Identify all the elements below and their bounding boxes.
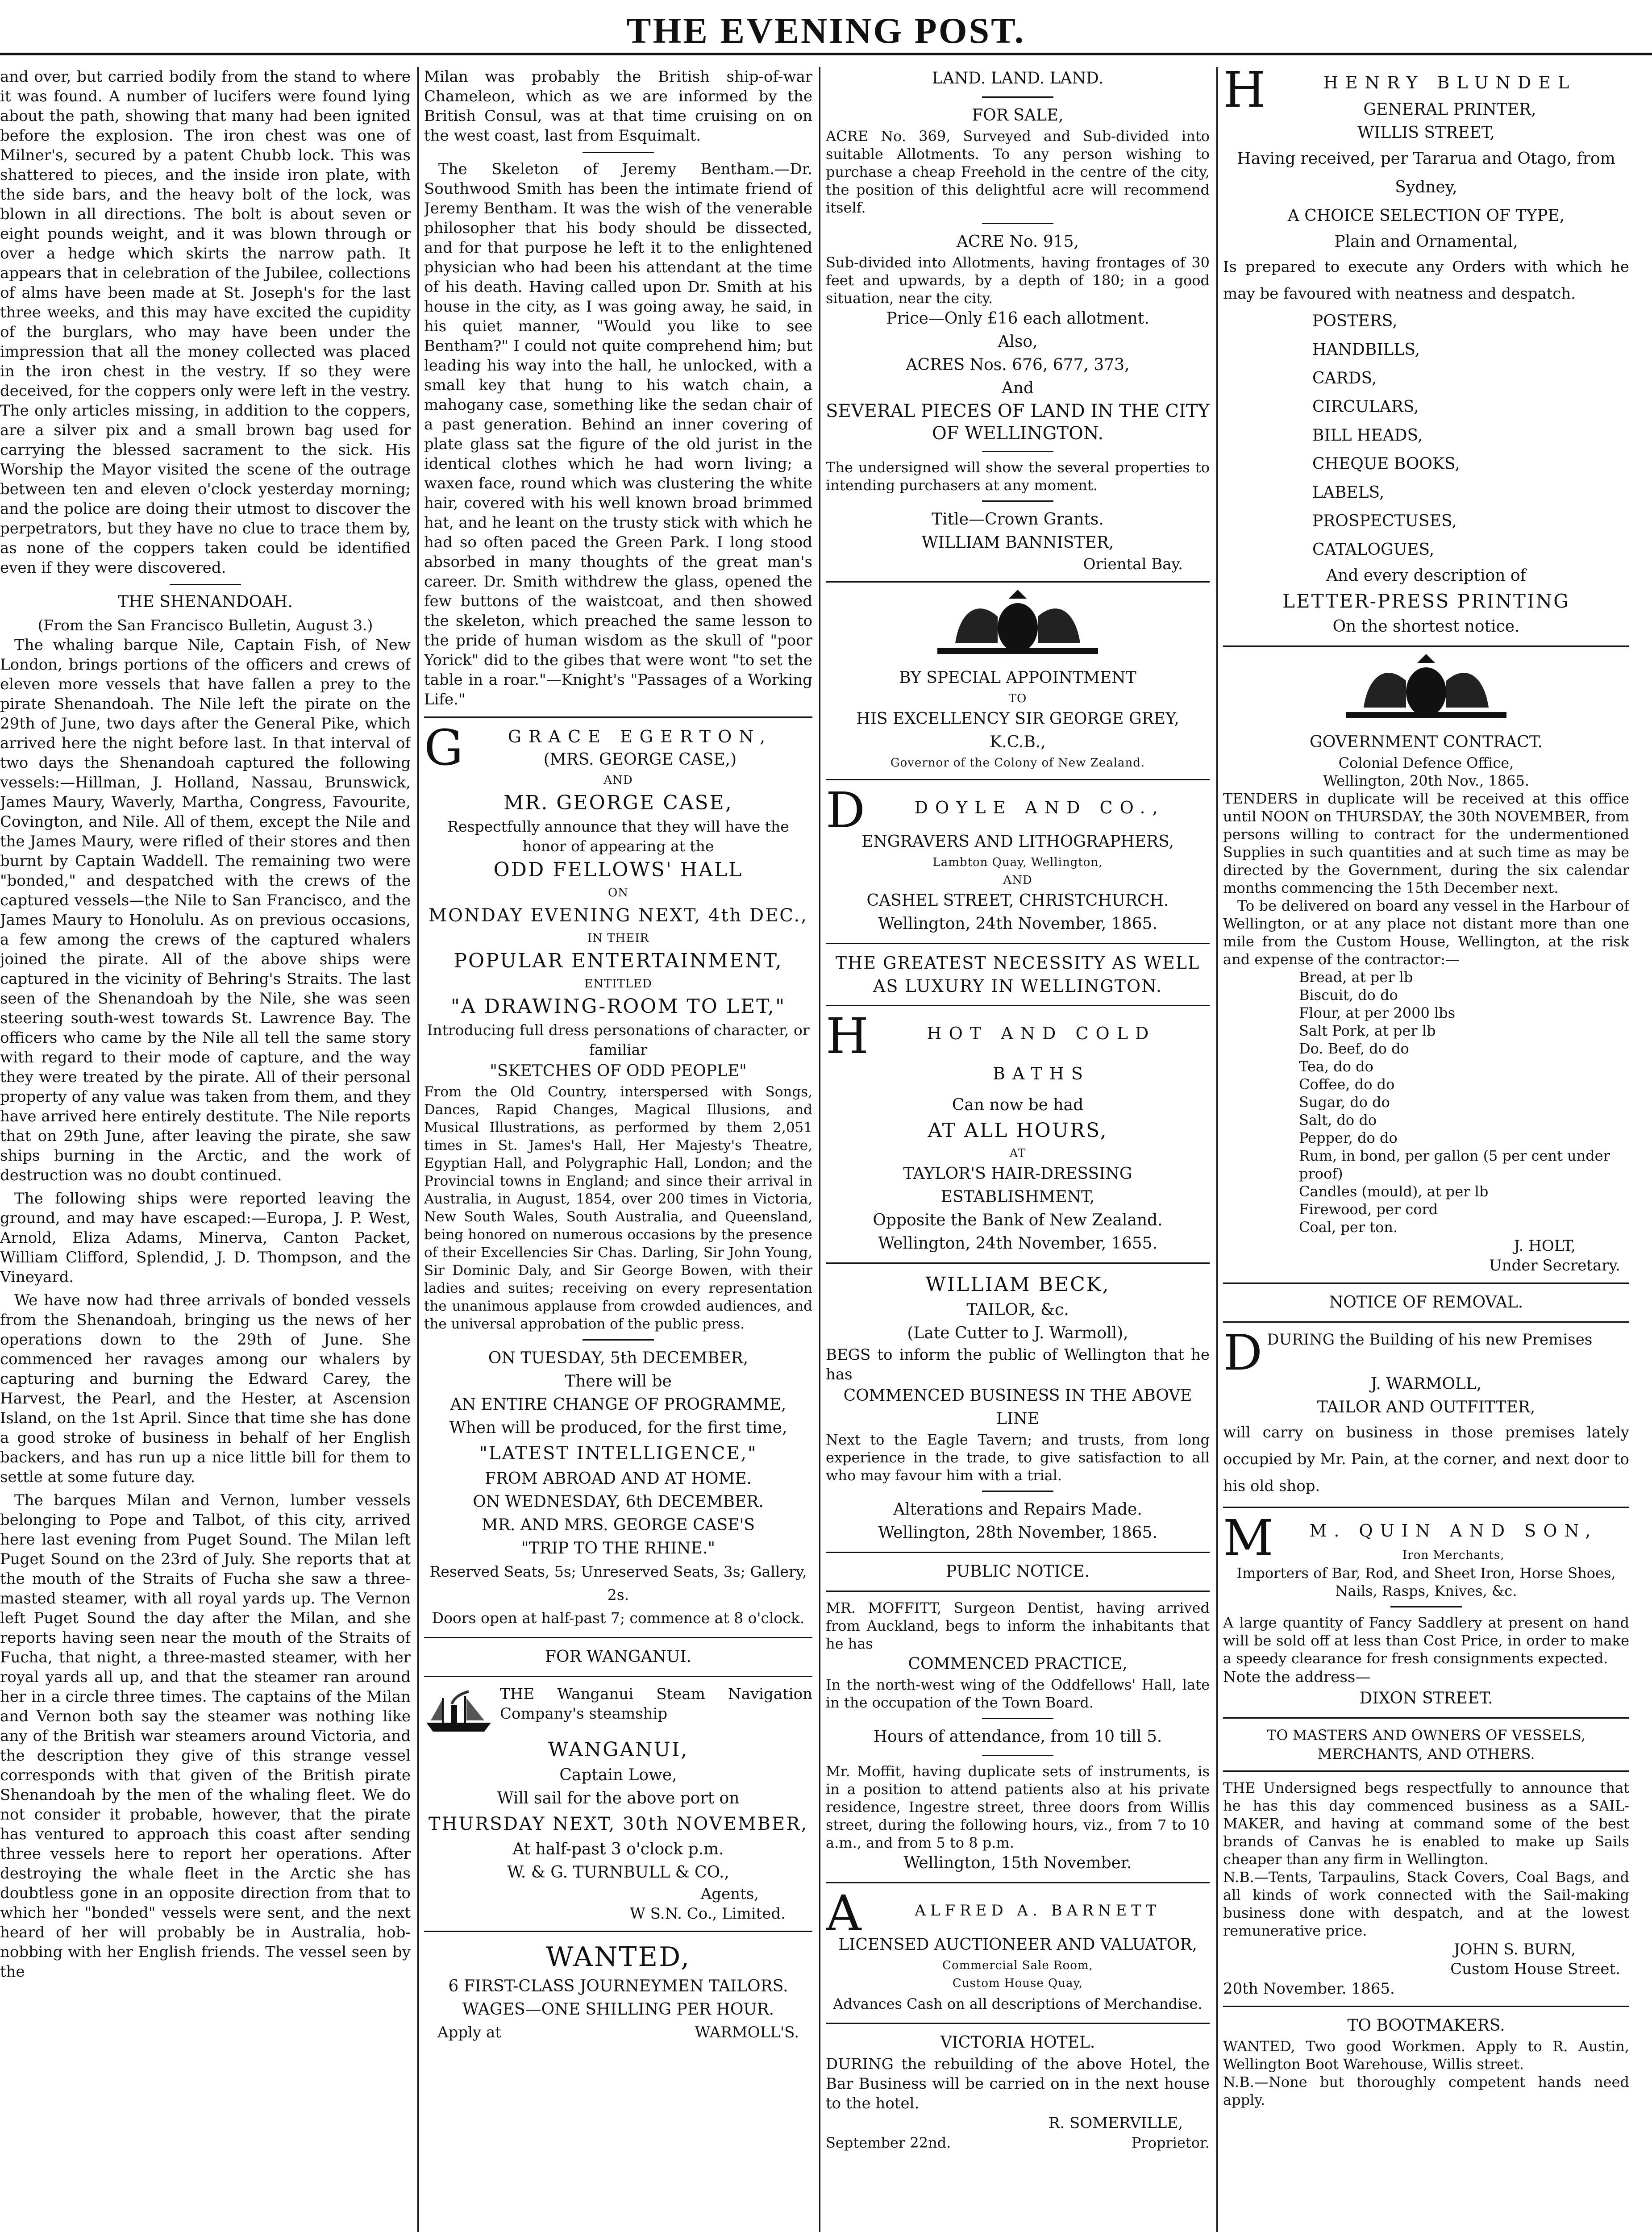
ad-text: AND	[603, 774, 633, 787]
ad-body: Next to the Eagle Tavern; and trusts, from long experience in the trade, to give satisfaction to all who may favour him with a trial.	[826, 1431, 1210, 1484]
list-item: Bread, at per lb	[1299, 969, 1413, 986]
ad-heading: WANTED,	[545, 1941, 691, 1973]
ad-text: MR. AND MRS. GEORGE CASE'S	[481, 1516, 755, 1534]
list-item: PROSPECTUSES,	[1312, 512, 1457, 530]
column-1	[0, 67, 411, 2232]
ad-text: LICENSED AUCTIONEER AND VALUATOR,	[838, 1936, 1197, 1954]
ad-text: Also,	[998, 333, 1038, 351]
ad-body: MR. MOFFITT, Surgeon Dentist, having arrived from Auckland, begs to inform the inhabitants that he has	[826, 1599, 1210, 1652]
royal-coat-of-arms-icon	[1328, 654, 1524, 725]
column-divider	[417, 67, 419, 2232]
ad-body: From the Old Country, interspersed with Songs, Dances, Rapid Changes, Magical Illusions, and Musical Illustrations, as performed by them 2,051 times in St. James's Hall, Her Majesty's Theatre, Egyptian Hall, and Polygraphic Hall, London; and the Provincial towns in England; and since their arrival in Australia, in August, 1854, over 200 times in Victoria, New South Wales, South Australia, and Queensland, being honored on numerous occasions by the presence of their Excellencies Sir Chas. Darling, Sir John Young, Sir Dominic Daly, and Sir George Bowen, with their ladies and suites; receiving on every representation the unanimous applause from crowded audiences, and the universal approbation of the public press.	[424, 1084, 812, 1332]
list-item: LABELS,	[1312, 483, 1385, 502]
list-item: CIRCULARS,	[1312, 398, 1419, 416]
drop-cap: D	[826, 787, 866, 830]
ad-text: And every description of	[1326, 566, 1526, 585]
ad-title: HOT AND COLD BATHS	[927, 1024, 1156, 1083]
ad-text: AT ALL HOURS,	[928, 1119, 1108, 1142]
ad-body: A large quantity of Fancy Saddlery at present on hand will be sold off at less than Cost Price, in order to make a speedy clearance for fresh consignments expected.	[1223, 1614, 1629, 1667]
advertisement-contract	[1223, 654, 1629, 1275]
ad-heading: TO BOOTMAKERS.	[1347, 2016, 1505, 2035]
ad-name: R. SOMERVILLE,	[1048, 2114, 1183, 2132]
ad-text: ENTITLED	[584, 977, 652, 991]
ad-text: ON	[608, 886, 629, 899]
list-item: Pepper, do do	[1299, 1129, 1398, 1146]
list-item: Salt Pork, at per lb	[1299, 1022, 1436, 1039]
ad-agents: W. & G. TURNBULL & CO.,	[507, 1863, 729, 1882]
ad-text: 6 FIRST-CLASS JOURNEYMEN TAILORS.	[448, 1977, 788, 1995]
drop-cap: H	[826, 1013, 869, 1065]
ad-text: WARMOLL'S.	[695, 2024, 799, 2041]
ad-date: 20th November. 1865.	[1223, 1980, 1395, 1998]
divider	[1223, 2006, 1629, 2007]
ad-text: AND	[1003, 874, 1032, 887]
ad-heading: PUBLIC NOTICE.	[945, 1562, 1090, 1581]
ad-text: COMMENCED PRACTICE,	[908, 1655, 1128, 1673]
ad-text: AT	[1009, 1147, 1026, 1160]
ad-text: BY SPECIAL APPOINTMENT	[899, 669, 1136, 687]
ad-text: TAILOR, &c.	[966, 1301, 1069, 1319]
advertisement-hotel	[826, 2031, 1210, 2153]
ad-text: Plain and Ornamental,	[1334, 233, 1518, 251]
article-paragraph: We have now had three arrivals of bonded vessels from the Shenandoah, bringing us the news of her operations down to the 29th of June. She commenced her ravages among our whalers by capturing and burning the Edward Carey, the Harvest, the Pearl, and the Hester, at Ascension Island, on the 1st April. Since that time she has done a good stroke of business in behalf of her English backers, and has run up a nice little bill for them to settle at some future day.	[0, 1291, 411, 1486]
column-divider	[819, 67, 820, 2232]
ad-text: A CHOICE SELECTION OF TYPE,	[1287, 207, 1565, 225]
ad-date: Wellington, 24th November, 1865.	[878, 915, 1157, 933]
ad-heading: LAND. LAND. LAND.	[932, 69, 1104, 87]
divider	[424, 1676, 812, 1677]
ad-text: FROM ABROAD AND AT HOME.	[484, 1470, 752, 1488]
ad-body: Mr. Moffit, having duplicate sets of instruments, is in a position to attend patients also at his private residence, Ingestre street, three doors from Willis street, during the following hours, viz., from 7 to 10 a.m., and from 5 to 8 p.m.	[826, 1763, 1210, 1851]
ad-text: (Late Cutter to J. Warmoll),	[907, 1324, 1128, 1342]
divider	[982, 1718, 1053, 1719]
advertisement-beck	[826, 1271, 1210, 1545]
advertisement-quin	[1223, 1515, 1629, 1710]
ad-show-title: "TRIP TO THE RHINE."	[521, 1539, 716, 1557]
ad-text: ACRE No. 915,	[957, 233, 1079, 251]
list-item: Coal, per ton.	[1299, 1219, 1398, 1236]
ad-prices: Reserved Seats, 5s; Unreserved Seats, 3s; Gallery, 2s.	[429, 1563, 807, 1603]
ad-heading: VICTORIA HOTEL.	[940, 2033, 1095, 2052]
list-item: Tea, do do	[1299, 1058, 1373, 1075]
divider	[424, 716, 812, 718]
ad-body: DURING the Building of his new Premises	[1267, 1331, 1593, 1349]
list-item: CARDS,	[1312, 369, 1377, 387]
steamship-icon	[424, 1687, 495, 1736]
ad-body: Is prepared to execute any Orders with which he may be favoured with neatness and despatch.	[1223, 258, 1629, 303]
divider	[1390, 1606, 1462, 1607]
supplies-list	[1223, 968, 1629, 1236]
ad-price: Price—Only £16 each allotment.	[886, 309, 1149, 328]
ad-body: The undersigned will show the several properties to intending purchasers at any moment.	[826, 459, 1210, 494]
ad-date: Wellington, 24th November, 1655.	[878, 1234, 1157, 1253]
ad-text: IN THEIR	[587, 932, 649, 945]
divider	[1223, 1283, 1629, 1284]
ad-text: ENGRAVERS AND LITHOGRAPHERS,	[861, 833, 1174, 851]
ad-text: Respectfully announce that they will have the honor of appearing at the	[447, 818, 789, 855]
ad-body: Sub-divided into Allotments, having frontages of 30 feet and upwards, by a depth of 180; in a good situation, near the city.	[826, 254, 1210, 307]
divider	[826, 1591, 1210, 1592]
article-source: (From the San Francisco Bulletin, August 3.)	[37, 616, 373, 634]
divider	[982, 500, 1053, 502]
ad-text: Governor of the Colony of New Zealand.	[890, 756, 1145, 770]
service-list	[1223, 307, 1629, 564]
ad-text: Under Secretary.	[1489, 1257, 1620, 1274]
ad-name: ALFRED A. BARNETT	[915, 1902, 1161, 1920]
article-paragraph: The barques Milan and Vernon, lumber vessels belonging to Pope and Talbot, of this city, arrived here last evening from Puget Sound. The Milan left Puget Sound on the 23rd of July. She reports that at the mouth of the Straits of Fucha she saw a three-masted steamer, with all royal yards up. The Vernon left Puget Sound the day after the Milan, and she reports having seen near the mouth of the Straits of Fucha, that night, a three-masted steamer, with her royal yards all up, and that the steamer ran around her in a circle three times. The captains of the Milan and Vernon both say the steamer was nothing like any of the British war steamers around Victoria, and the description they give of this strange vessel corresponds with that given of the British pirate Shenandoah by the men of the whaling fleet. We do not consider it probable, however, that the pirate has ventured to approach this coast after sending three vessels here to report her operations. After destroying the whale fleet in the Arctic she has doubtless gone in an opposite direction from that to which her "bonded" vessels were sent, and the next heard of her will probably be in Australia, hob-nobbing with her English friends. The vessel seen by the	[0, 1491, 411, 1981]
ad-text: Can now be had	[952, 1096, 1084, 1114]
divider	[424, 1931, 812, 1932]
column-4	[1223, 67, 1629, 2232]
ad-text: There will be	[565, 1372, 672, 1391]
ad-text: Captain Lowe,	[559, 1766, 677, 1784]
divider	[826, 1552, 1210, 1553]
ad-body: ACRE No. 369, Surveyed and Sub-divided into suitable Allotments. To any person wishing to purchase a cheap Freehold in the centre of the city, the position of this delightful acre will recommend itself.	[826, 128, 1210, 216]
ad-text: Note the address—	[1223, 1668, 1371, 1686]
divider	[1223, 1717, 1629, 1719]
divider	[583, 152, 654, 153]
ad-name: WILLIAM BANNISTER,	[921, 533, 1114, 552]
ad-name: WILLIAM BECK,	[925, 1273, 1110, 1296]
advertisement-burn	[1223, 1726, 1629, 1999]
ad-venue: ODD FELLOWS' HALL	[493, 858, 743, 881]
ad-text: COMMENCED BUSINESS IN THE ABOVE LINE	[843, 1387, 1192, 1428]
ad-name: GRACE EGERTON,	[508, 727, 773, 746]
divider	[1223, 645, 1629, 647]
list-item: Coffee, do do	[1299, 1076, 1395, 1093]
list-item: HANDBILLS,	[1312, 341, 1420, 359]
drop-cap: D	[1223, 1330, 1263, 1373]
list-item: Biscuit, do do	[1299, 987, 1398, 1004]
ad-title: LETTER-PRESS PRINTING	[1282, 590, 1570, 612]
divider	[583, 1339, 654, 1341]
ad-text: Iron Merchants,	[1402, 1549, 1505, 1562]
ad-text: CASHEL STREET, CHRISTCHURCH.	[866, 891, 1169, 910]
ad-name: MR. GEORGE CASE,	[504, 791, 733, 814]
ad-heading: FOR WANGANUI.	[545, 1648, 691, 1666]
drop-cap: A	[826, 1891, 861, 1933]
ad-body: THE Undersigned begs respectfully to announce that he has this day commenced business as a SAIL-MAKER, and having at command some of the best brands of Canvas he is enabled to make up Sails cheaper than any firm in Wellington.	[1223, 1779, 1629, 1868]
ad-text: Agents,	[700, 1885, 759, 1903]
ad-text: TO	[1008, 692, 1027, 705]
ad-text: And	[1001, 379, 1034, 397]
ad-address: DIXON STREET.	[1359, 1689, 1493, 1707]
ad-date: Wellington, 28th November, 1865.	[878, 1524, 1157, 1542]
ad-body: BEGS to inform the public of Wellington that he has	[826, 1346, 1210, 1383]
ship-name: WANGANUI,	[548, 1738, 689, 1761]
divider	[1223, 1770, 1629, 1772]
ad-show-title: "A DRAWING-ROOM TO LET,"	[450, 995, 786, 1018]
ad-text: Will sail for the above port on	[497, 1789, 740, 1807]
divider	[1223, 1321, 1629, 1323]
ad-name: M. QUIN AND SON,	[1309, 1521, 1598, 1541]
divider	[982, 223, 1053, 224]
divider	[826, 581, 1210, 583]
ad-text: WILLIS STREET,	[1357, 124, 1495, 142]
divider	[826, 2023, 1210, 2024]
advertisement-barnett	[826, 1891, 1210, 2015]
list-item: Salt, do do	[1299, 1112, 1377, 1128]
ad-text: Colonial Defence Office,	[1338, 754, 1514, 771]
list-item: Flour, at per 2000 lbs	[1299, 1004, 1456, 1021]
ad-name: J. WARMOLL,	[1370, 1375, 1482, 1393]
list-item: POSTERS,	[1312, 312, 1398, 330]
ad-text: Oriental Bay.	[1083, 555, 1183, 573]
ad-time: At half-past 3 o'clock p.m.	[512, 1840, 724, 1858]
article-heading: THE SHENANDOAH.	[118, 593, 293, 611]
ad-show-title: "LATEST INTELLIGENCE,"	[479, 1443, 757, 1464]
ad-date: Wellington, 20th Nov., 1865.	[1323, 772, 1530, 789]
ad-text: Advances Cash on all descriptions of Merchandise.	[833, 1995, 1203, 2012]
ad-title: "SKETCHES OF ODD PEOPLE"	[490, 1062, 747, 1080]
ad-text: TAYLOR'S HAIR-DRESSING ESTABLISHMENT,	[903, 1165, 1132, 1206]
ad-body: In the north-west wing of the Oddfellows' Hall, late in the occupation of the Town Board.	[826, 1676, 1210, 1711]
ad-heading: GOVERNMENT CONTRACT.	[1310, 733, 1543, 751]
ad-times: Doors open at half-past 7; commence at 8 o'clock.	[432, 1609, 805, 1627]
advertisement-removal	[1223, 1291, 1629, 1499]
ad-text: AN ENTIRE CHANGE OF PROGRAMME,	[450, 1395, 786, 1414]
divider	[826, 779, 1210, 780]
ad-text: TAILOR AND OUTFITTER,	[1317, 1398, 1535, 1416]
advertisement-land	[826, 67, 1210, 574]
advertisement-blundel	[1223, 67, 1629, 638]
ad-text: Lambton Quay, Wellington,	[932, 856, 1103, 869]
ad-text: Hours of attendance, from 10 till 5.	[873, 1728, 1162, 1746]
ad-text: Apply at	[437, 2024, 501, 2041]
divider	[826, 1882, 1210, 1883]
list-item: Sugar, do do	[1299, 1094, 1390, 1111]
newspaper-title: THE EVENING POST.	[626, 10, 1026, 51]
ad-date: MONDAY EVENING NEXT, 4th DEC.,	[429, 905, 808, 926]
divider	[826, 1005, 1210, 1006]
ad-heading: THE GREATEST NECESSITY AS WELL AS LUXURY IN WELLINGTON.	[835, 953, 1200, 996]
ad-body: Having received, per Tararua and Otago, from Sydney,	[1237, 150, 1615, 196]
ad-heading: TO MASTERS AND OWNERS OF VESSELS, MERCHANTS, AND OTHERS.	[1267, 1727, 1585, 1762]
ad-text: FOR SALE,	[972, 106, 1064, 125]
ad-text: Proprietor.	[1131, 2134, 1210, 2151]
ad-body: TENDERS in duplicate will be received at this office until NOON on THURSDAY, the 30th NOVEMBER, from persons willing to contract for the undermentioned Supplies in such quantities and at such time as may be directed by the Government, during the six calendar months commencing the 15th December next.	[1223, 790, 1629, 896]
divider	[170, 584, 241, 585]
masthead-rule	[0, 53, 1652, 55]
article-paragraph: The following ships were reported leaving the ground, and may have escaped:—Europa, J. P. West, Arnold, Eliza Adams, Minerva, Canton Packet, William Clifford, Splendid, J. D. Thompson, and the Vineyard.	[0, 1190, 411, 1286]
list-item: Candles (mould), at per lb	[1299, 1183, 1489, 1200]
ad-text: WAGES—ONE SHILLING PER HOUR.	[462, 2000, 774, 2019]
ad-text: Opposite the Bank of New Zealand.	[873, 1211, 1163, 1229]
ad-date: ON WEDNESDAY, 6th DECEMBER.	[473, 1493, 764, 1511]
divider	[1223, 1507, 1629, 1508]
divider	[982, 96, 1053, 98]
ad-text: HIS EXCELLENCY SIR GEORGE GREY, K.C.B.,	[856, 710, 1179, 751]
article-paragraph: The Skeleton of Jeremy Bentham.—Dr. Southwood Smith has been the intimate friend of Jeremy Bentham. It was the wish of the venerable philosopher that his body should be dissected, and for that purpose he left it to the enlightened physician who had been his attendant at the time of his death. Having called upon Dr. Smith at his house in the city, as I was going away, he said, in his quiet manner, "Would you like to see Bentham?" I could not quite comprehend him; but leading his way into the hall, he unlocked, with a small key that hung to his watch chain, a mahogany case, something like the sedan chair of a past generation. Behind an inner covering of plate glass sat the figure of the old jurist in the identical clothes which he had worn living; a waxen face, round which was clustering the white hair, covered with his well known broad brimmed hat, and he leant on the trusty stick with which he had so often paced the Green Park. I long stood absorbed in many thoughts of the great man's career. Dr. Smith withdrew the glass, opened the few buttons of the waistcoat, and then showed the skeleton, which preached the same lesson to the pride of human wisdom as the skull of "poor Yorick" did to the gibes that were wont "to set the table in a roar."—Knight's "Passages of a Working Life."	[424, 160, 812, 708]
ad-text: Commercial Sale Room,	[942, 1959, 1093, 1972]
drop-cap: M	[1223, 1515, 1273, 1564]
ad-name: J. HOLT,	[1514, 1237, 1576, 1255]
divider	[424, 1637, 812, 1638]
ad-name: JOHN S. BURN,	[1453, 1941, 1576, 1958]
ad-text: When will be produced, for the first time,	[449, 1419, 787, 1437]
advertisement-baths	[826, 951, 1210, 1255]
list-item: Rum, in bond, per gallon (5 per cent under proof)	[1299, 1147, 1610, 1182]
article-paragraph: and over, but carried bodily from the stand to where it was found. A number of lucifers were found lying about the path, showing that many had been ignited before the explosion. The iron chest was one of Milner's, secured by a patent Chubb lock. This was shattered to pieces, and the inside iron plate, with the side bars, and the heavy bolt of the lock, was blown in all directions. The bolt is about seven or eight pounds weight, and it was blown through or over a hedge which skirts the narrow path. It appears that in celebration of the Jubilee, collections of alms have been made at St. Joseph's for the last three weeks, and this may have excited the cupidity of the burglars, who may have been under the impression that all the money collected was placed in the iron chest in the vestry. If so they were deceived, for the coppers only were left in the vestry. The only articles missing, in addition to the coppers, are a silver pix and a small brown bag used for carrying the blessed sacrament to the sick. His Worship the Mayor visited the scene of the outrage between ten and eleven o'clock yesterday morning; and the police are doing their utmost to discover the perpetrators, but they have no clue to trace them by, as none of the coppers taken could be identified even if they were discovered.	[0, 68, 411, 577]
ad-body: will carry on business in those premises lately occupied by Mr. Pain, at the corner, and next door to his old shop.	[1223, 1424, 1629, 1495]
ad-body: N.B.—None but thoroughly competent hands need apply.	[1223, 2074, 1629, 2108]
advertisement-egerton	[424, 725, 812, 1630]
ad-body: To be delivered on board any vessel in the Harbour of Wellington, or at any place not distant more than one mile from the Custom House, Wellington, at the risk and expense of the contractor:—	[1223, 897, 1629, 968]
divider	[982, 1755, 1053, 1756]
list-item: CATALOGUES,	[1312, 541, 1435, 559]
divider	[826, 943, 1210, 944]
ad-body: WANTED, Two good Workmen. Apply to R. Austin, Wellington Boot Warehouse, Willis street.	[1223, 2038, 1629, 2073]
ad-text: Custom House Quay,	[952, 1977, 1083, 1990]
advertisement-moffitt	[826, 1560, 1210, 1875]
advertisement-bootmakers	[1223, 2014, 1629, 2109]
ad-body: THE Wanganui Steam Navigation Company's steamship	[500, 1685, 812, 1723]
ad-text: Introducing full dress personations of character, or familiar	[427, 1021, 810, 1058]
ad-name: DOYLE AND CO.,	[914, 798, 1165, 817]
list-item: BILL HEADS,	[1312, 426, 1423, 445]
ad-text: W S.N. Co., Limited.	[629, 1905, 786, 1923]
column-divider	[1216, 67, 1218, 2232]
ad-body: DURING the rebuilding of the above Hotel, the Bar Business will be carried on in the next house to the hotel.	[826, 2055, 1210, 2112]
divider	[982, 451, 1053, 452]
ad-date: Wellington, 15th November.	[903, 1854, 1132, 1872]
divider	[982, 1491, 1053, 1492]
ad-text: Alterations and Repairs Made.	[893, 1500, 1142, 1519]
column-3	[826, 67, 1210, 2232]
ad-text: Title—Crown Grants.	[932, 510, 1104, 529]
article-paragraph: Milan was probably the British ship-of-war Chameleon, which as we are informed by the British Consul, was at that time cruising on on the west coast, last from Esquimalt.	[424, 68, 812, 145]
ad-date: ON TUESDAY, 5th DECEMBER,	[488, 1349, 749, 1367]
article-paragraph: The whaling barque Nile, Captain Fish, of New London, brings portions of the officers and crews of eleven more vessels that have fallen a prey to the pirate Shenandoah. The Nile left the pirate on the 29th of June, two days after the General Pike, which arrived here the night before last. In that interval of two days the Shenandoah captured the following vessels:—Hillman, J. Holland, Nassau, Brunswick, James Maury, Waverly, Martha, Congress, Favourite, Covington, and Nile. All of them, except the Nile and the James Maury, were rifled of their stores and then burnt by Captain Waddell. The remaining two were "bonded," and despatched with the crews of the captured vessels—the Nile to San Francisco, and the James Maury to Honolulu. As on previous occasions, a few among the crews of the captured whalers joined the pirate. All of the above ships were captured in the vicinity of Behring's Straits. The last seen of the Shenandoah by the Nile, she was seen steering south-west towards St. Lawrence Bay. The officers who came by the Nile all tell the same story with regard to their mode of capture, and the way they were treated by the pirate. All of their personal property of any value was taken from them, and they have arrived here entirely destitute. The Nile reports that on 29th June, after leaving the pirate, she saw ships burning in the Arctic, and the work of destruction was no doubt continued.	[0, 636, 411, 1184]
masthead	[0, 0, 1652, 58]
ad-text: On the shortest notice.	[1332, 617, 1520, 636]
ad-address: Custom House Street.	[1450, 1960, 1620, 1978]
advertisement-wanted	[424, 1939, 812, 2044]
ad-text: Importers of Bar, Rod, and Sheet Iron, Horse Shoes, Nails, Rasps, Knives, &c.	[1236, 1565, 1616, 1599]
ad-body: N.B.—Tents, Tarpaulins, Stack Covers, Coal Bags, and all kinds of work connected with the Sail-making business done with despatch, and at the lowest remunerative price.	[1223, 1869, 1629, 1939]
ad-name: HENRY BLUNDEL	[1323, 73, 1577, 92]
ad-text: GENERAL PRINTER,	[1363, 100, 1536, 119]
list-item: CHEQUE BOOKS,	[1312, 455, 1460, 473]
ad-date: September 22nd.	[826, 2134, 951, 2151]
ad-date: THURSDAY NEXT, 30th NOVEMBER,	[428, 1814, 808, 1834]
divider	[826, 1262, 1210, 1264]
ad-text: ACRES Nos. 676, 677, 373,	[906, 356, 1130, 374]
royal-coat-of-arms-icon	[920, 590, 1116, 661]
advertisement-doyle	[826, 590, 1210, 936]
ad-subname: (MRS. GEORGE CASE,)	[543, 750, 737, 769]
ad-title: POPULAR ENTERTAINMENT,	[454, 949, 783, 972]
advertisement-wanganui	[424, 1645, 812, 1924]
ad-title: SEVERAL PIECES OF LAND IN THE CITY OF WELLINGTON.	[826, 401, 1210, 444]
list-item: Do. Beef, do do	[1299, 1040, 1409, 1057]
list-item: Firewood, per cord	[1299, 1201, 1438, 1218]
drop-cap: H	[1223, 67, 1266, 118]
column-2	[424, 67, 812, 2232]
drop-cap: G	[424, 725, 463, 771]
ad-heading: NOTICE OF REMOVAL.	[1329, 1293, 1523, 1312]
